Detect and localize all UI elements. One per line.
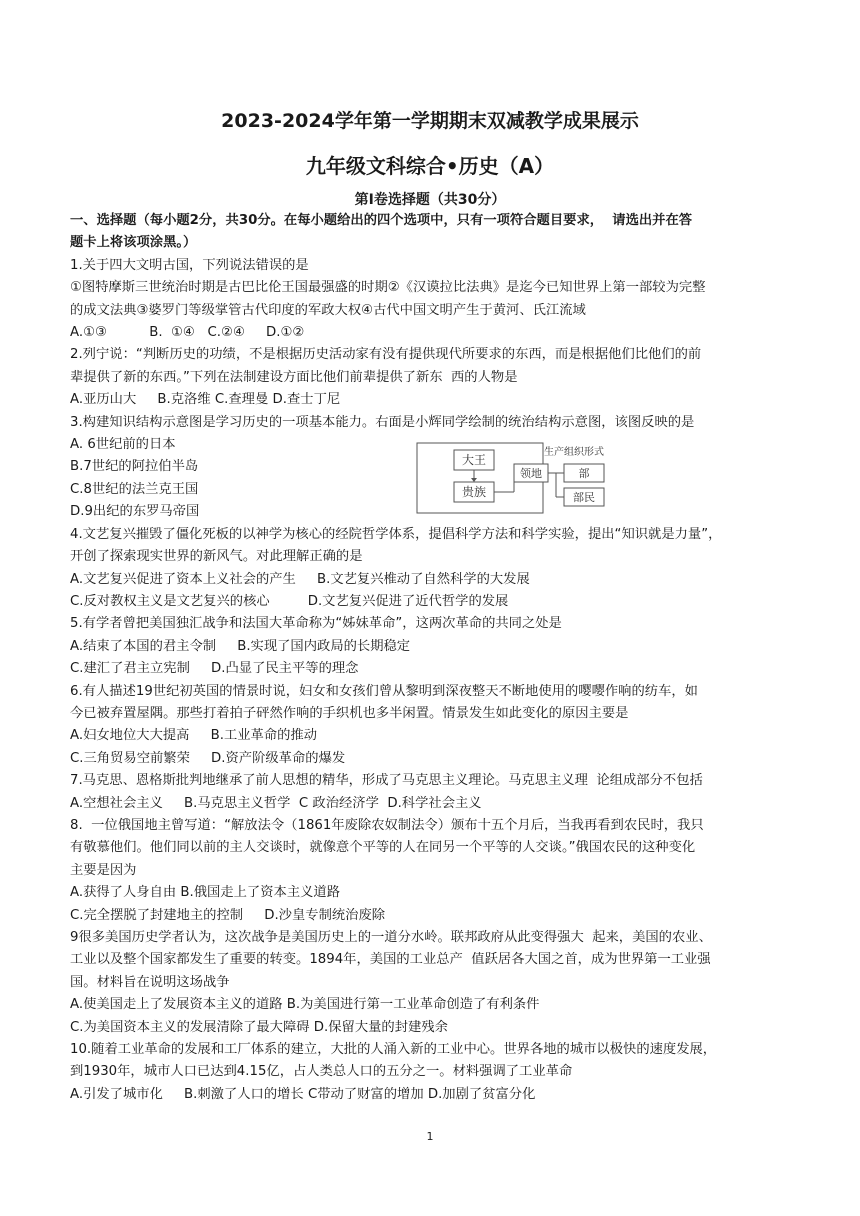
text-line: 一、选择题（每小题2分，共30分。在每小题给出的四个选项中，只有一项符合题目要求， 请选出并在答 [70,213,693,228]
text-line: A.亚历山大 B.克洛维 C.查理曼 D.查士丁尼 [70,392,341,408]
page-number: 1 [426,1130,434,1143]
text-line: C.为美国资本主义的发展清除了最大障碍 D.保留大量的封建残余 [70,1019,448,1035]
text-line: C.建汇了君主立宪制 D.凸显了民主平等的理念 [70,661,359,677]
text-line: B.7世纪的阿拉伯半岛 [70,459,199,475]
text-line: 6.有人描述19世纪初英国的情景时说，妇女和女孩们曾从黎明到深夜整天不断地使用的嘤嘤作响的纺车，如 [70,683,698,699]
text-line: 今已被弃置屋隅。那些打着拍子砰然作响的手织机也多半闲置。情景发生如此变化的原因主要是 [70,705,629,721]
text-line: A.使美国走上了发展资本主义的道路 B.为美国进行第一工业革命创造了有利条件 [70,997,540,1013]
diagram-caption: 生产组织形式 [544,447,604,458]
text-line: C.完全摆脱了封建地主的控制 D.沙皇专制统治废除 [70,907,386,923]
text-line: 辈提供了新的东西。”下列在法制建设方面比他们前辈提供了新东 西的人物是 [70,369,518,385]
text-line: A. 6世纪前的日本 [70,437,176,453]
text-line: 2.列宁说：“判断历史的功绩，不是根据历史活动家有没有提供现代所要求的东西，而是根据他们比他们的前 [70,347,702,363]
box-land-label: 领地 [520,467,542,480]
text-line: 4.文艺复兴摧毁了僵化死板的以神学为核心的经院哲学体系，提倡科学方法和科学实验，提出“知识就是力量”， [70,526,722,542]
text-line: A.结束了本国的君主令制 B.实现了国内政局的长期稳定 [70,638,411,654]
text-line: 主要是因为 [70,862,137,878]
governance-structure-diagram [416,442,646,514]
text-line: 1.关于四大文明古国，下列说法错误的是 [70,257,309,273]
box-tribe-label: 部 [578,467,590,480]
text-line: A.空想社会主义 B.马克思主义哲学 C 政治经济学 D.科学社会主义 [70,795,482,811]
text-line: A.文艺复兴促进了资本上义社会的产生 B.文艺复兴椎动了自然科学的大发展 [70,571,530,587]
exam-title: 2023-2024学年第一学期期末双减教学成果展示 [221,110,639,132]
text-line: 的成文法典③婆罗门等级掌管古代印度的军政大权④古代中国文明产生于黄河、氏江流域 [70,302,586,318]
text-line: C.反对教权主义是文艺复兴的核心 D.文艺复兴促进了近代哲学的发展 [70,593,509,609]
text-line: D.9出纪的东罗马帝国 [70,504,200,520]
exam-subject: 九年级文科综合•历史（A） [305,154,555,178]
text-line: 7.马克思、恩格斯批判地继承了前人思想的精华，形成了马克思主义理论。马克思主义理 论组成部分不包括 [70,773,703,789]
text-line: 8. 一位俄国地主曾写道：“解放法令（1861年废除农奴制法令）颁布十五个月后，当我再看到农民时，我只 [70,817,704,833]
box-people-label: 部民 [573,491,595,504]
text-line: 工业以及整个国家都发生了重要的转变。1894年，美国的工业总产 值跃居各大国之首，成为世界第一工业强 [70,952,711,968]
text-line: 开创了探索现实世界的新风气。对此理解正确的是 [70,549,363,565]
text-line: 题卡上将该项涂黑。） [70,235,197,251]
text-line: C.三角贸易空前繁荣 D.资产阶级革命的爆发 [70,750,346,766]
text-line: 9很多美国历史学者认为，这次战争是美国历史上的一道分水岭。联邦政府从此变得强大 起来，美国的农业、 [70,930,712,945]
text-line: 国。材料旨在说明这场战争 [70,974,230,990]
text-line: 到1930年，城市人口已达到4.15亿，占人类总人口的五分之一。材料强调了工业革命 [70,1064,573,1080]
box-nobles-label: 贵族 [461,485,487,499]
text-line: A.获得了人身自由 B.俄国走上了资本主义道路 [70,885,341,901]
text-line: ①图特摩斯三世统治时期是古巴比伦王国最强盛的时期②《汉谟拉比法典》是迄今已知世界上第一部较为完整 [70,280,706,296]
text-line: 5.有学者曾把美国独汇战争和法国大革命称为“姊妹革命”，这两次革命的共同之处是 [70,616,562,632]
text-line: 3.构建知识结构示意图是学习历史的一项基本能力。右面是小辉同学绘制的统治结构示意图，该图反映的是 [70,414,695,430]
text-line: C.8世纪的法兰克王国 [70,481,199,497]
question-body [70,210,794,1106]
text-line: 10.随着工业革命的发展和工厂体系的建立，大批的人涌入新的工业中心。世界各地的城市以极快的速度发展， [70,1042,717,1058]
text-line: A.①③ B. ①④ C.②④ D.①② [70,325,305,341]
text-line: 有敬慕他们。他们同以前的主人交谈时，就像意个平等的人在同另一个平等的人交谈。”俄国农民的这种变化 [70,840,696,856]
box-king-label: 大王 [461,453,487,467]
section-heading: 第Ⅰ卷选择题（共30分） [354,192,506,208]
text-line: A.妇女地位大大提高 B.工业革命的推动 [70,728,318,744]
text-line: A.引发了城市化 B.刺激了人口的增长 C带动了财富的增加 D.加剧了贫富分化 [70,1086,536,1102]
